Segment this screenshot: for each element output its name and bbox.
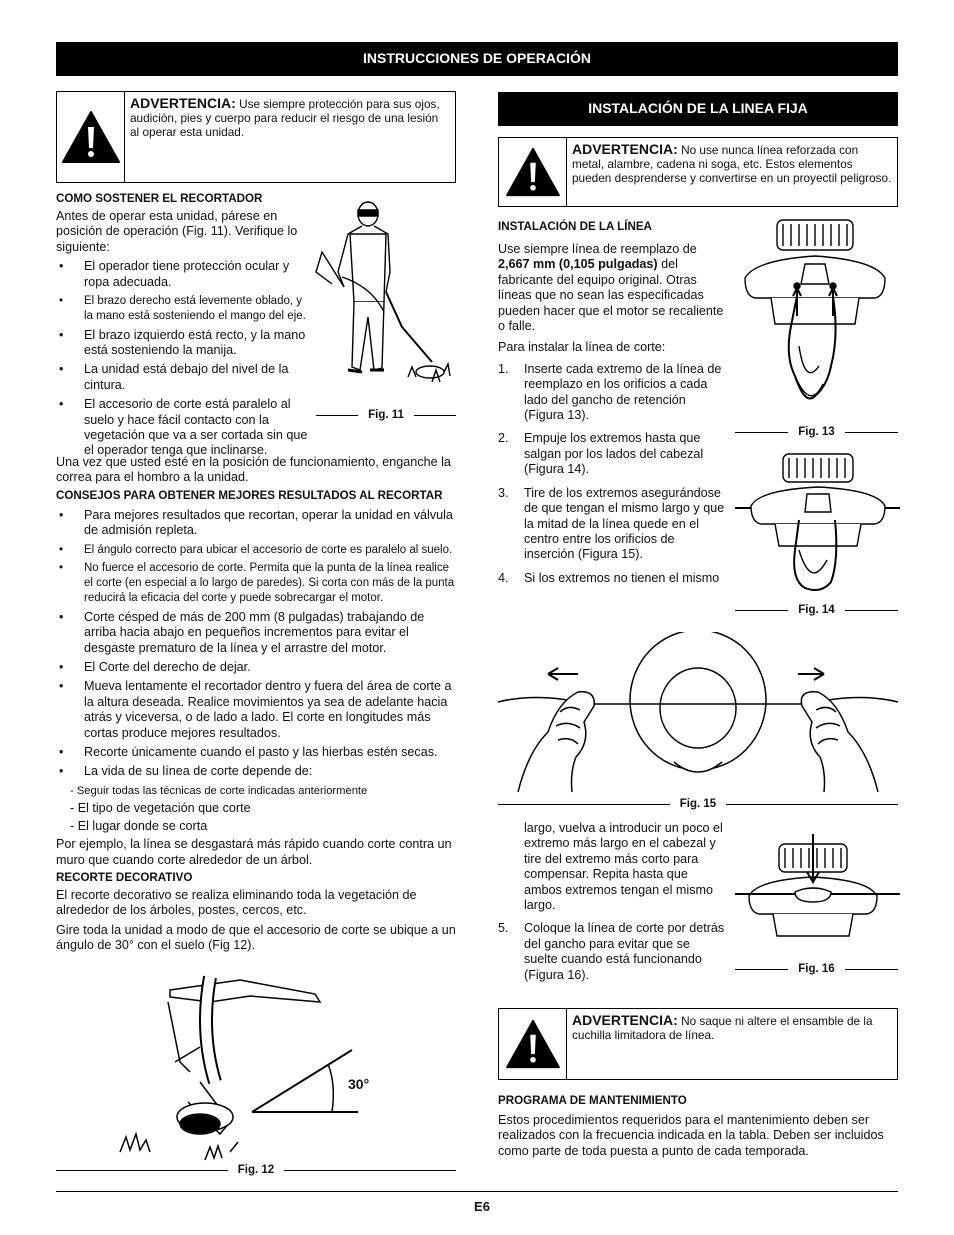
install-heading: INSTALACIÓN DE LA LÍNEA — [498, 220, 652, 233]
tips-list — [56, 508, 456, 780]
hold-intro: Antes de operar esta unidad, párese en posición de operación (Fig. 11). Verifique lo siguiente: — [56, 209, 298, 254]
trimmer-head-push-illustration — [735, 450, 900, 598]
line-pull-illustration — [498, 632, 898, 794]
list-item: • Recorte únicamente cuando el pasto y las hierbas estén secas. — [56, 745, 456, 760]
hold-section — [56, 209, 312, 463]
install-lead: Para instalar la línea de corte: — [498, 340, 666, 355]
list-item: 1. Inserte cada extremo de la línea de reemplazo en los orificios a cada lado del gancho de retención (Figura 13). — [498, 361, 722, 423]
list-item: • El brazo izquierdo está recto, y la mano está sosteniendo la manija. — [56, 328, 312, 359]
footer-rule — [56, 1191, 898, 1192]
warning-text: ADVERTENCIA: No saque ni altere el ensamble de la cuchilla limitadora de línea. — [572, 1012, 873, 1042]
list-item: • La unidad está debajo del nivel de la cintura. — [56, 362, 312, 393]
life-factors-list — [56, 784, 456, 834]
list-item: • Para mejores resultados que recortan, operar la unidad en válvula de admisión repleta. — [56, 508, 456, 539]
install-intro: Use siempre línea de reemplazo de 2,667 mm (0,105 pulgadas) del fabricante del equipo original. Otras líneas que no sean las especificadas pueden hacer que el motor se recaliente o falle. — [498, 242, 724, 334]
warning-cell — [499, 1009, 567, 1079]
list-item: • El brazo derecho está levemente oblado, y la mano está sosteniendo el mango del eje. — [56, 294, 312, 324]
warning-triangle-icon — [505, 147, 561, 197]
tips-heading: CONSEJOS PARA OBTENER MEJORES RESULTADOS AL RECORTAR — [56, 488, 443, 502]
warning-triangle-icon — [61, 110, 121, 164]
list-item: • El accesorio de corte está paralelo al suelo y hace fácil contacto con la vegetación que va a ser cortada sin que el operador tenga que inclinarse. — [56, 397, 312, 459]
install-continued — [498, 821, 726, 989]
list-item: • El ángulo correcto para ubicar el accesorio de corte es paralelo al suelo. — [56, 543, 456, 558]
figure-caption-16: Fig. 16 — [735, 962, 898, 977]
decorative-heading: RECORTE DECORATIVO — [56, 870, 193, 884]
hold-checklist — [56, 259, 312, 459]
figure-caption-13: Fig. 13 — [735, 425, 898, 440]
list-item: • No fuerce el accesorio de corte. Permita que la punta de la línea realice el corte (en especial a lo largo de paredes). Si corta con más de la punta reducirá la eficacia del corte y puede sobrecargar el motor. — [56, 561, 456, 605]
list-item: 3. Tire de los extremos asegurándose de que tengan el mismo largo y que la mitad de la línea quede en el centro entre los orificios de inserción (Figura 15). — [498, 485, 725, 562]
warning-text: ADVERTENCIA: No use nunca línea reforzada con metal, alambre, cadena ni soga, etc. Estos elementos pueden desprenderse y convertirse en un proyectil peligroso. — [572, 141, 892, 185]
warning-text: ADVERTENCIA: Use siempre protección para sus ojos, audición, pies y cuerpo para reducir el riesgo de una lesión al operar esta unidad. — [130, 95, 440, 139]
install-section — [498, 242, 726, 592]
list-item: 2. Empuje los extremos hasta que salgan por los lados del cabezal (Figura 14). — [498, 431, 704, 477]
trimmer-head-insert-illustration — [735, 216, 895, 421]
warning-box-limiter — [498, 1008, 898, 1080]
install-steps-continued — [498, 921, 726, 983]
angle-label: 30° — [348, 1076, 370, 1092]
warning-cell — [499, 138, 567, 206]
operator-figure-illustration — [312, 192, 462, 397]
list-item: • El operador tiene protección ocular y ropa adecuada. — [56, 259, 312, 290]
trimmer-head-hook-illustration — [735, 832, 900, 958]
warning-cell — [57, 92, 125, 182]
list-item: - Seguir todas las técnicas de corte indicadas anteriormente — [70, 784, 368, 797]
hold-heading: COMO SOSTENER EL RECORTADOR — [56, 192, 263, 205]
figure-caption-14: Fig. 14 — [735, 603, 898, 618]
example-text: Por ejemplo, la línea se desgastará más rápido cuando corte contra un muro que cuando corte alrededor de un árbol. — [56, 837, 452, 867]
warning-box-protection — [56, 91, 456, 183]
hold-outro: Una vez que usted esté en la posición de funcionamiento, enganche la correa para el hombro a la unidad. — [56, 455, 451, 485]
warning-triangle-icon — [505, 1019, 561, 1069]
figure-caption-15: Fig. 15 — [498, 797, 898, 812]
list-item: - El tipo de vegetación que corte — [70, 801, 251, 816]
list-item: 4. Si los extremos no tienen el mismo — [498, 570, 720, 585]
maintenance-heading: PROGRAMA DE MANTENIMIENTO — [498, 1094, 687, 1107]
list-item: • El Corte del derecho de dejar. — [56, 660, 456, 675]
install-steps — [498, 362, 726, 586]
figure-caption-11: Fig. 11 — [316, 408, 456, 423]
decorative-p1: El recorte decorativo se realiza eliminando toda la vegetación de alrededor de los árboles, postes, cercos, etc. — [56, 887, 417, 918]
list-item: • La vida de su línea de corte depende de: — [56, 764, 456, 779]
list-item: - El lugar donde se corta — [70, 818, 208, 833]
page-section-banner: INSTRUCCIONES DE OPERACIÓN — [56, 42, 898, 76]
warning-box-line — [498, 137, 898, 207]
trimmer-angle-illustration — [100, 972, 370, 1164]
maintenance-text: Estos procedimientos requeridos para el mantenimiento deben ser realizados con la frecuencia indicada en la tabla. Deben ser incluidos como parte de toda puesta a punto de cada temporada. — [498, 1113, 884, 1158]
step4-continued: largo, vuelva a introducir un poco el extremo más largo en el cabezal y tire del extremo más corto para compensar. Repita hasta que ambos extremos tengan el mismo largo. — [524, 821, 723, 913]
list-item: • Corte césped de más de 200 mm (8 pulgadas) trabajando de arriba hacia abajo en pequeños incrementos para evitar el desgaste prematuro de la línea y el arrastre del motor. — [56, 610, 456, 656]
list-item: 5. Coloque la línea de corte por detrás del gancho para evitar que se suelte cuando está funcionando (Figura 16). — [498, 921, 725, 982]
decorative-p2: Gire toda la unidad a modo de que el accesorio de corte se ubique a un ángulo de 30° con el suelo (Fig 12). — [56, 922, 456, 953]
list-item: • Mueva lentamente el recortador dentro y fuera del área de corte a la altura deseada. Realice movimientos ya sea de adelante hacia atrás y viceversa, o de lado a lado. El corte en longitudes más cortas produce mejores resultados. — [56, 679, 456, 741]
page-number: E6 — [474, 1199, 490, 1214]
line-install-banner: INSTALACIÓN DE LA LINEA FIJA — [498, 92, 898, 126]
figure-caption-12: Fig. 12 — [56, 1163, 456, 1178]
tips-section — [56, 455, 456, 954]
